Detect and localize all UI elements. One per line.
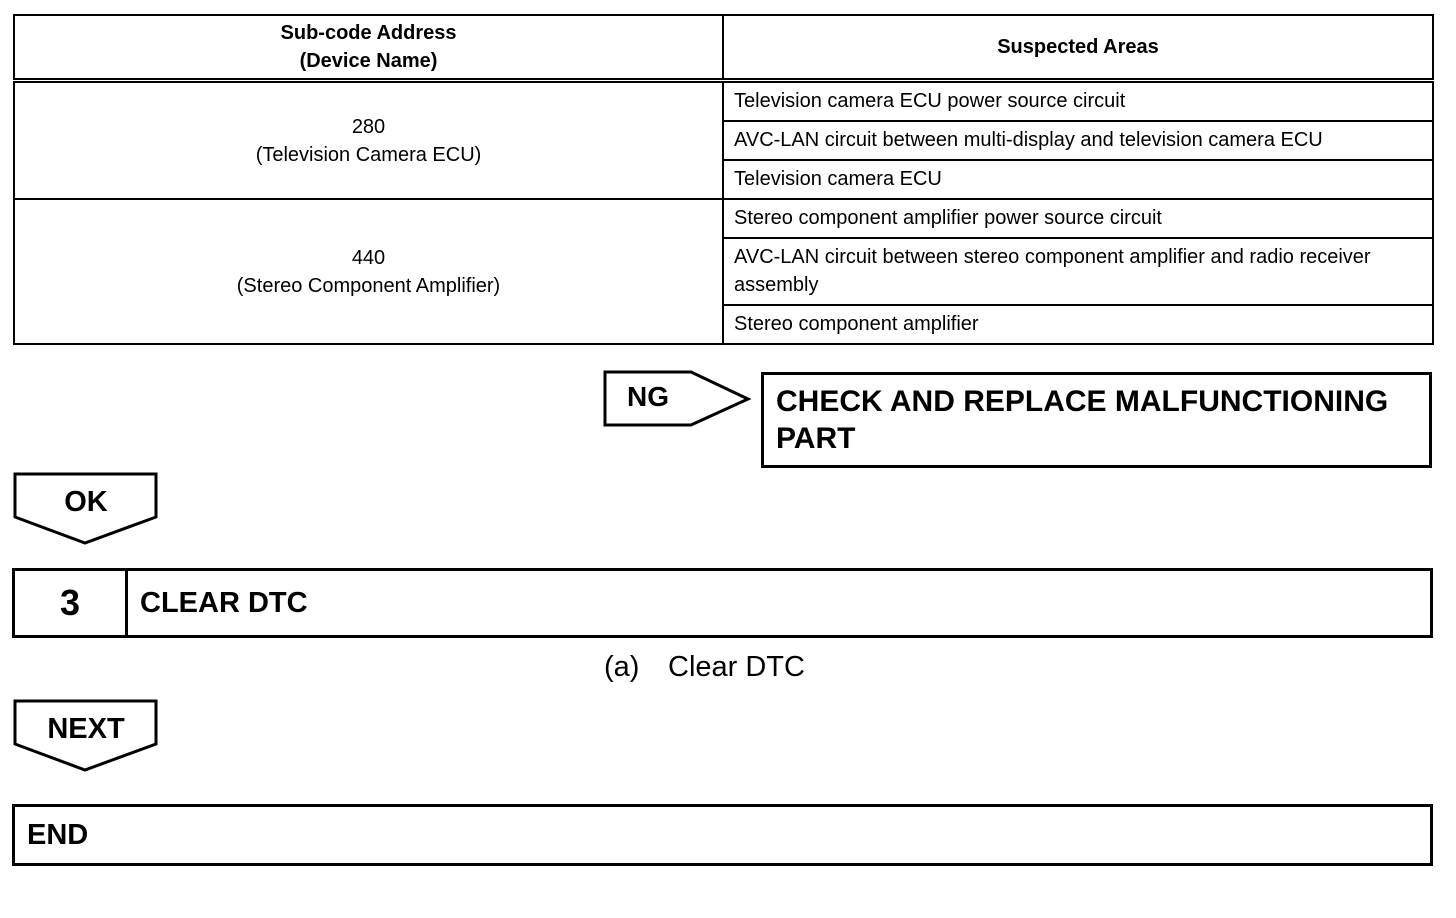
address-cell bbox=[14, 81, 723, 200]
suspected-area-cell: Stereo component amplifier power source circuit bbox=[723, 199, 1433, 238]
device-name: (Stereo Component Amplifier) bbox=[236, 274, 501, 297]
subcode-address: 440 bbox=[351, 246, 386, 269]
header-subcode-line1: Sub-code Address bbox=[280, 22, 457, 44]
subcode-address: 280 bbox=[351, 115, 386, 138]
suspected-areas-table bbox=[13, 14, 1434, 345]
step-header bbox=[12, 568, 1433, 638]
instruction-item bbox=[604, 651, 805, 684]
suspected-area-cell: Television camera ECU bbox=[723, 160, 1433, 199]
ng-result-line2: PART bbox=[776, 422, 856, 455]
instruction-text: Clear DTC bbox=[668, 651, 805, 683]
header-subcode-address bbox=[14, 15, 723, 81]
table-header-row bbox=[14, 15, 1433, 81]
ng-result-line1: CHECK AND REPLACE MALFUNCTIONING bbox=[776, 385, 1389, 418]
suspected-area-cell: Television camera ECU power source circuit bbox=[723, 81, 1433, 122]
instruction-marker: (a) bbox=[604, 651, 640, 683]
step-title: CLEAR DTC bbox=[140, 586, 308, 619]
device-name: (Television Camera ECU) bbox=[255, 143, 482, 166]
header-suspected-areas: Suspected Areas bbox=[723, 15, 1433, 81]
ok-label: OK bbox=[64, 486, 108, 518]
ng-label: NG bbox=[627, 381, 669, 412]
ng-arrow-shape bbox=[603, 370, 753, 428]
next-label: NEXT bbox=[47, 713, 125, 745]
suspected-area-cell: Stereo component amplifier bbox=[723, 305, 1433, 344]
header-subcode-line2: (Device Name) bbox=[299, 50, 438, 72]
step-number: 3 bbox=[15, 571, 128, 635]
suspected-area-cell: AVC-LAN circuit between stereo component amplifier and radio receiver assembly bbox=[723, 238, 1433, 305]
table-row bbox=[14, 199, 1433, 238]
end-box: END bbox=[12, 804, 1433, 866]
ng-result-box bbox=[761, 372, 1432, 468]
address-cell bbox=[14, 199, 723, 344]
table-row bbox=[14, 81, 1433, 122]
suspected-area-cell: AVC-LAN circuit between multi-display and television camera ECU bbox=[723, 121, 1433, 160]
